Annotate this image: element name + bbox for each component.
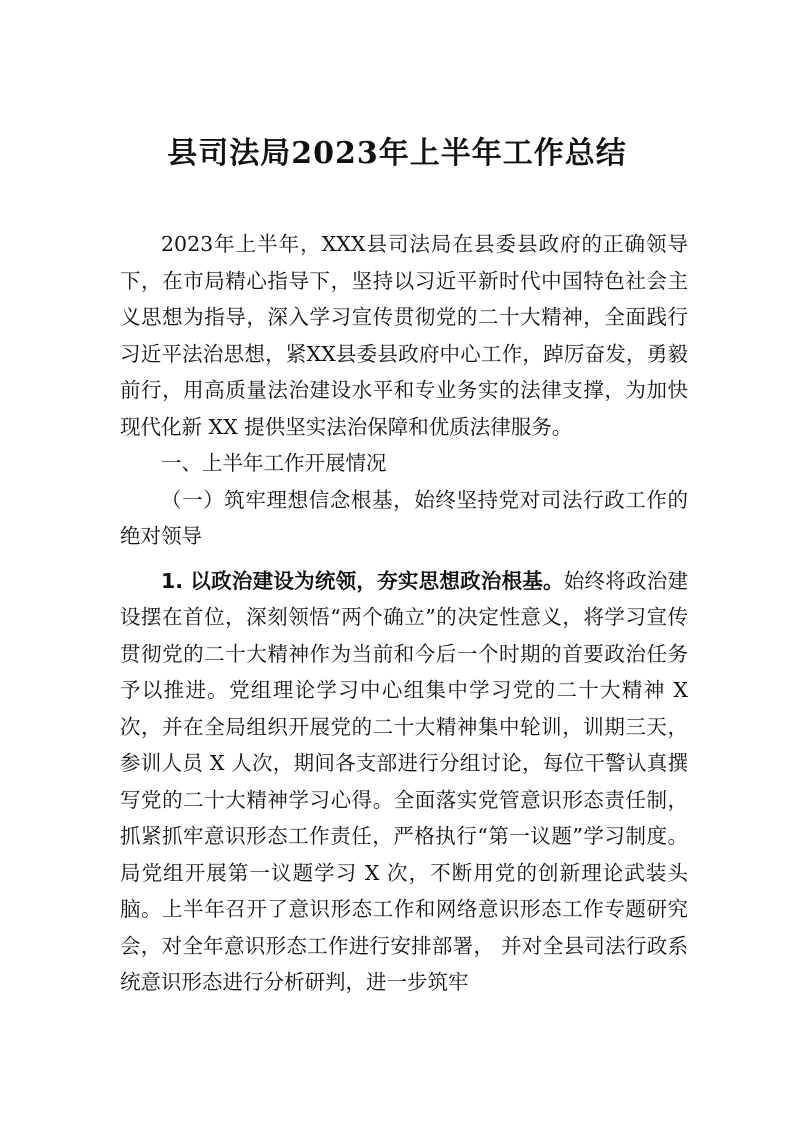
- paragraph-spacer: [120, 555, 688, 563]
- document-title: 县司法局2023年上半年工作总结: [167, 136, 627, 171]
- section-heading: 一、上半年工作开展情况: [161, 451, 387, 475]
- item-body: 始终将政治建设摆在首位，深刻领悟“两个确立”的决定性意义，将学习宣传贯彻党的二十大精神作为当前和今后一个时期的首要政治任务予以推进。党组理论学习中心组集中学习党的二十大精神 X 次，并在全局组织开展党的二十大精神集中轮训，训期三天，参训人员 X 人次，期间各支部进行分组讨论，每位干警认真撰写党的二十大精神学习心得。全面落实党管意识形态责任制，抓紧抓牢意识形态工作责任，严格执行“第一议题”学习制度。局党组开展第一议题学习 X 次，不断用党的创新理论武装头脑。上半年召开了意识形态工作和网络意识形态工作专题研究会，对全年意识形态工作进行安排部署， 并对全县司法行政系统意识形态进行分析研判，进一步筑牢: [120, 568, 689, 994]
- document-body: [120, 226, 688, 1001]
- item-paragraph: [120, 563, 688, 1001]
- intro-paragraph: 2023年上半年，XXX县司法局在县委县政府的正确领导下，在市局精心指导下，坚持以习近平新时代中国特色社会主义思想为指导，深入学习宣传贯彻党的二十大精神，全面践行习近平法治思想，紧XX县委县政府中心工作，踔厉奋发，勇毅前行，用高质量法治建设水平和专业务实的法律支撑，为加快现代化新 XX 提供坚实法治保障和优质法律服务。: [120, 232, 688, 439]
- item-lead: 1. 以政治建设为统领，夯实思想政治根基。: [161, 568, 564, 593]
- subsection-heading: （一）筑牢理想信念根基，始终坚持党对司法行政工作的绝对领导: [120, 487, 688, 548]
